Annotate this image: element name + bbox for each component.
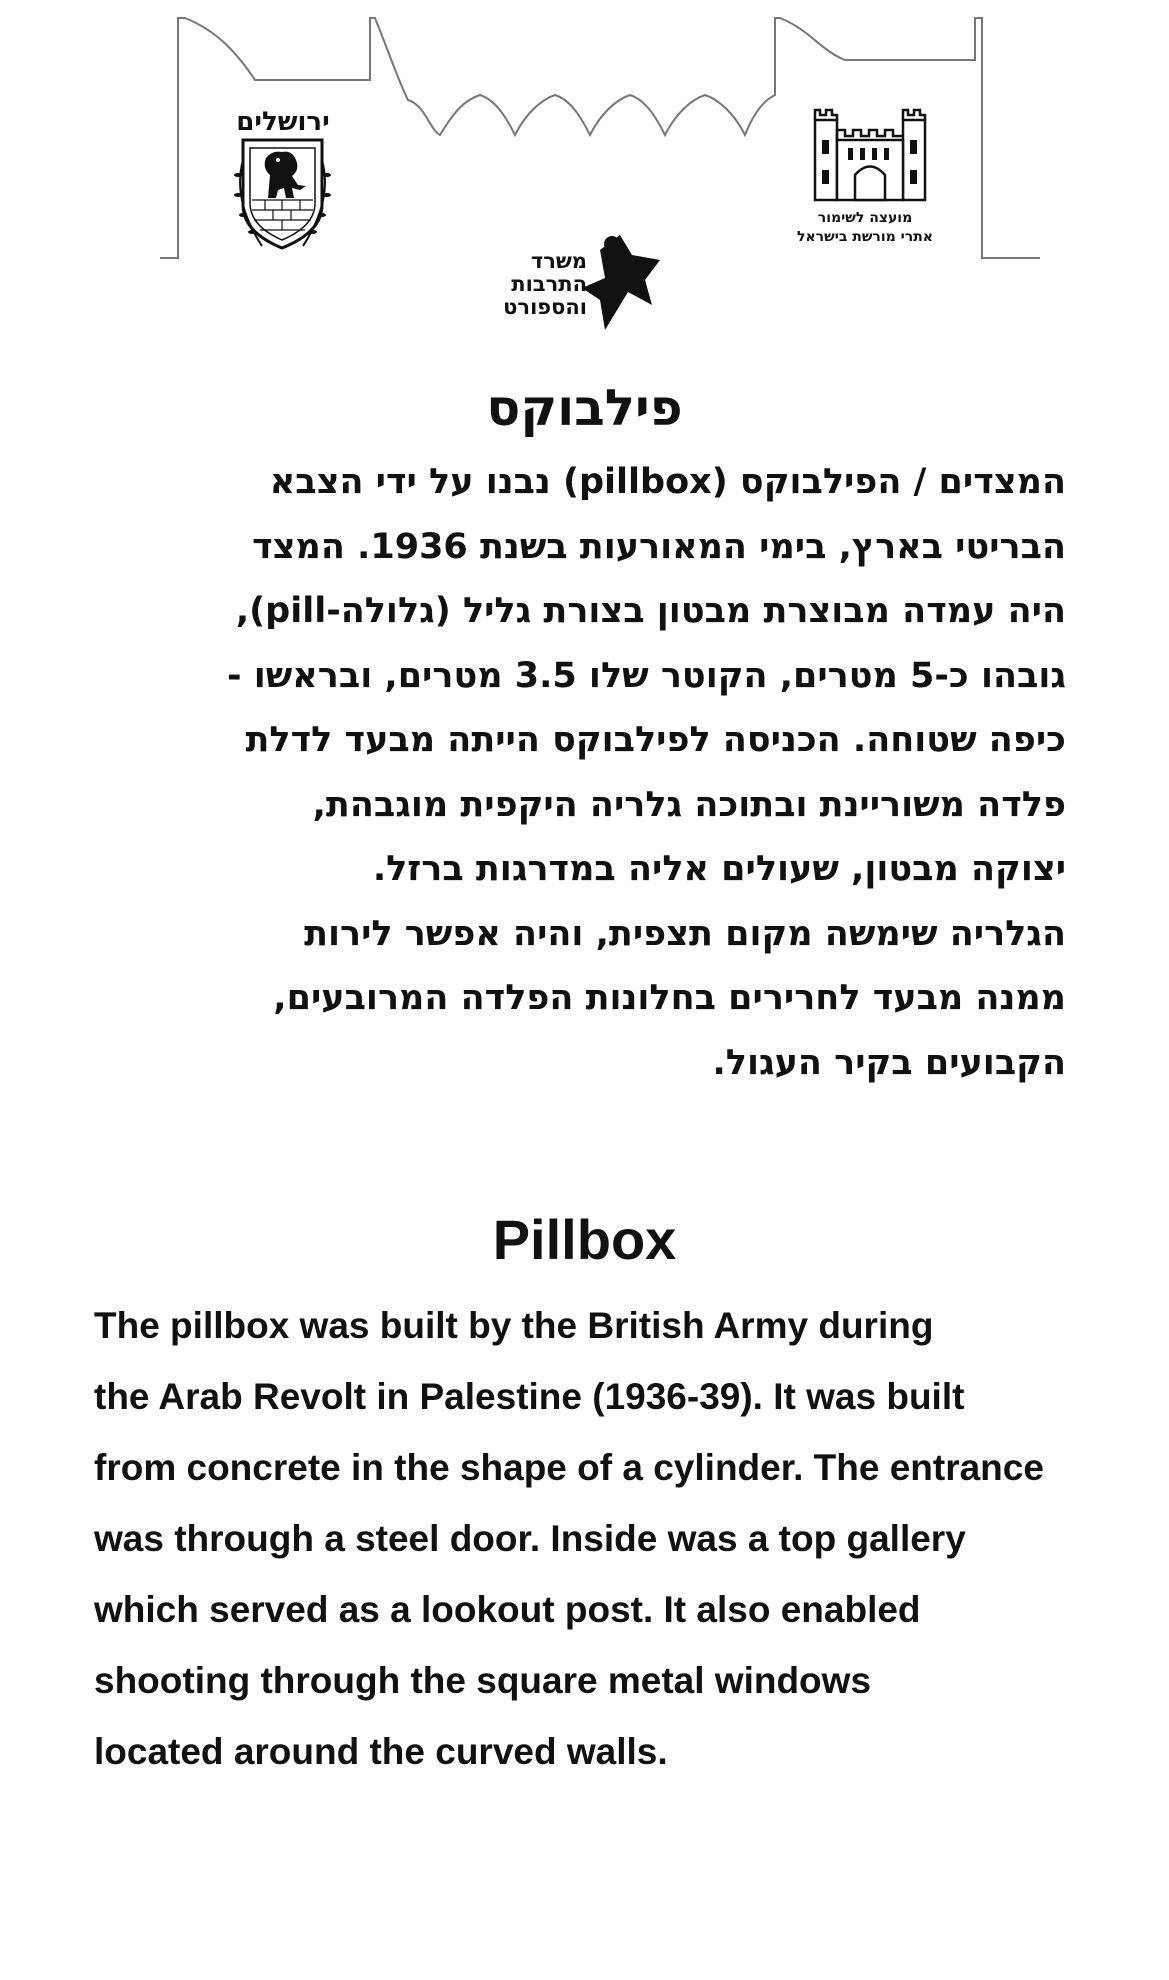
english-text-line: was through a steel door. Inside was a top gallery — [94, 1518, 966, 1559]
english-title: Pillbox — [492, 1208, 677, 1271]
hebrew-text-line: הגלריה שימשה מקום תצפית, והיה אפשר לירות — [304, 913, 1066, 954]
hebrew-text-line: ממנה מבעד לחרירים בחלונות הפלדה המרובעים, — [273, 978, 1066, 1018]
hebrew-text-line: כיפה שטוחה. הכניסה לפילבוקס הייתה מבעד לדלת — [245, 720, 1066, 760]
ministry-star-icon — [582, 235, 660, 330]
english-text-line: from concrete in the shape of a cylinder. The entrance — [94, 1447, 1044, 1488]
english-text-line: The pillbox was built by the British Army during — [94, 1305, 934, 1346]
ministry-logo-line: משרד — [530, 249, 587, 273]
english-text-line: located around the curved walls. — [94, 1731, 668, 1772]
hebrew-text-line: היה עמדה מבוצרת מבטון בצורת גליל (גלולה-pill), — [235, 591, 1066, 631]
hebrew-text-line: גובהו כ-5 מטרים, הקוטר שלו 3.5 מטרים, ובראשו - — [227, 655, 1066, 696]
hebrew-title: פילבוקס — [486, 379, 683, 437]
ministry-logo-line: והספורט — [503, 295, 587, 319]
hebrew-text-line: הבריטי בארץ, בימי המאורעות בשנת 1936. המצד — [252, 526, 1066, 567]
hebrew-text-line: הקבועים בקיר העגול. — [712, 1042, 1066, 1083]
ministry-logo-text — [472, 250, 587, 319]
fortress-gate-icon — [815, 110, 925, 200]
english-text-line: the Arab Revolt in Palestine (1936-39). It was built — [94, 1376, 965, 1417]
jerusalem-emblem-icon — [234, 140, 331, 248]
jerusalem-logo-text: ירושלים — [236, 107, 330, 137]
hebrew-text-line: יצוקה מבטון, שעולים אליה במדרגות ברזל. — [372, 849, 1066, 889]
council-logo-line: מועצה לשימור — [817, 210, 913, 226]
hebrew-paragraph — [94, 450, 1066, 1095]
english-paragraph — [94, 1290, 1074, 1787]
hebrew-text-line: המצדים / הפילבוקס (pillbox) נבנו על ידי הצבא — [269, 462, 1066, 502]
english-text-line: shooting through the square metal windows — [94, 1660, 872, 1701]
sign-header — [0, 0, 1169, 350]
council-logo-text — [780, 209, 950, 247]
english-text-line: which served as a lookout post. It also enabled — [94, 1589, 921, 1630]
ministry-logo-line: התרבות — [511, 272, 587, 296]
hebrew-text-line: פלדה משוריינת ובתוכה גלריה היקפית מוגבהת, — [312, 784, 1066, 825]
council-logo-line: אתרי מורשת בישראל — [797, 229, 933, 245]
